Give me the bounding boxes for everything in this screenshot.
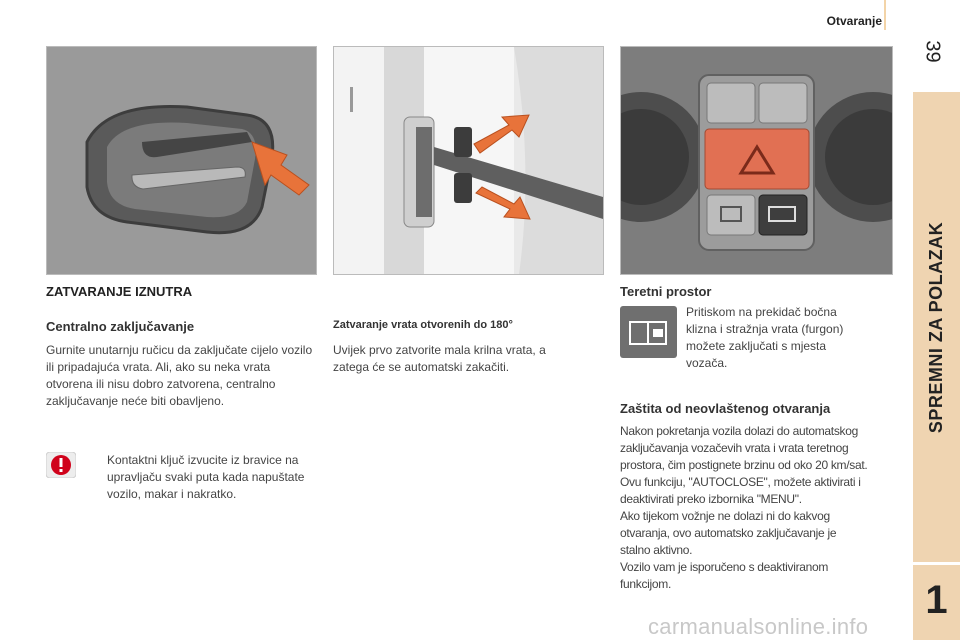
cargo-heading: Teretni prostor xyxy=(620,284,712,299)
section-heading: ZATVARANJE IZNUTRA xyxy=(46,284,193,299)
dashboard-switches-figure xyxy=(620,46,893,275)
rear-door-lock-icon xyxy=(620,306,677,358)
central-locking-paragraph: Gurnite unutarnju ručicu da zaključate cijelo vozilo ili pripadajuća vrata. Ali, ako su neka vrata otvorena ili nisu dobro zatvorena, centralno zaključavanje neće biti obavljeno. xyxy=(46,343,313,408)
warning-text: Kontaktni ključ izvucite iz bravice na upravljaču svaki puta kada napuštate vozilo, makar i nakratko. xyxy=(107,453,305,501)
anti-theft-line: deaktivirati preko izbornika "MENU". xyxy=(620,492,802,506)
header-divider xyxy=(884,0,886,30)
cargo-paragraph: Pritiskom na prekidač bočna klizna i stražnja vrata (furgon) možete zaključati s mjesta vozača. xyxy=(686,305,844,370)
watermark: carmanualsonline.info xyxy=(648,614,869,639)
door-hinge-figure xyxy=(333,46,604,275)
section-title: Otvaranje xyxy=(826,14,882,28)
door-180-paragraph: Uvijek prvo zatvorite mala krilna vrata, a zatega će se automatski zakačiti. xyxy=(333,343,546,374)
page-number: 39 xyxy=(921,40,944,63)
anti-theft-line: Ovu funkciju, "AUTOCLOSE", možete aktivirati i xyxy=(620,475,861,489)
chapter-number: 1 xyxy=(925,578,948,622)
tab-divider xyxy=(913,562,960,565)
anti-theft-heading: Zaštita od neovlaštenog otvaranja xyxy=(620,401,831,416)
chapter-title: SPREMNI ZA POLAZAK xyxy=(926,221,946,433)
anti-theft-line: otvaranja, ovo automatsko zaključavanje je xyxy=(620,526,837,540)
anti-theft-line: Vozilo vam je isporučeno s deaktiviranom xyxy=(620,560,829,574)
anti-theft-paragraph xyxy=(620,423,900,593)
central-locking-heading: Centralno zaključavanje xyxy=(46,319,195,334)
anti-theft-line: zaključavanja vozačevih vrata i vrata teretnog xyxy=(620,441,849,455)
chapter-side-tab xyxy=(913,92,960,640)
anti-theft-line: Nakon pokretanja vozila dolazi do automatskog xyxy=(620,424,858,438)
anti-theft-line: Ako tijekom vožnje ne dolazi ni do kakvog xyxy=(620,509,830,523)
anti-theft-line: stalno aktivno. xyxy=(620,543,693,557)
door-180-heading: Zatvaranje vrata otvorenih do 180° xyxy=(333,319,513,331)
anti-theft-line: funkcijom. xyxy=(620,577,672,591)
anti-theft-line: prostora, čim postignete brzinu od oko 20 km/sat. xyxy=(620,458,868,472)
warning-icon xyxy=(46,452,76,478)
door-handle-figure xyxy=(46,46,317,275)
